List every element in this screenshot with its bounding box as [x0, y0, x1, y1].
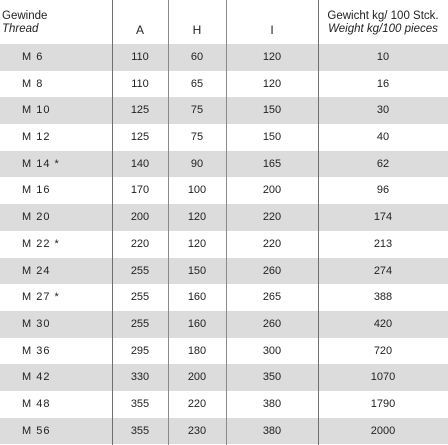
- thread-cell: M 14 *: [22, 157, 60, 170]
- table-row: [0, 231, 448, 258]
- thread-cell: M 42: [22, 371, 51, 384]
- column-divider: [226, 0, 227, 445]
- a-cell: 170: [130, 184, 150, 197]
- weight-cell: 16: [376, 77, 390, 90]
- thread-cell: M 48: [22, 397, 51, 410]
- column-divider: [318, 0, 319, 445]
- weight-cell: 720: [373, 344, 393, 357]
- a-cell: 110: [131, 51, 149, 63]
- table-body: [0, 44, 448, 444]
- a-cell: 125: [130, 104, 150, 117]
- thread-cell: M 36: [22, 344, 51, 357]
- thread-cell: M 16: [22, 184, 51, 197]
- weight-cell: 388: [373, 291, 393, 304]
- h-cell: 220: [187, 397, 207, 410]
- thread-cell: M 27 *: [22, 291, 60, 304]
- header-a: A: [135, 23, 144, 37]
- i-cell: 220: [262, 237, 282, 250]
- header-thread: [2, 10, 47, 36]
- a-cell: 125: [130, 131, 150, 144]
- i-cell: 265: [262, 291, 282, 304]
- a-cell: 295: [130, 344, 150, 357]
- table-row: [0, 151, 448, 178]
- thread-cell: M 20: [22, 211, 51, 224]
- weight-cell: 10: [376, 51, 390, 63]
- h-cell: 150: [187, 264, 207, 277]
- i-cell: 380: [262, 397, 282, 410]
- header-weight-en: Weight kg/100 pieces: [328, 23, 438, 35]
- thread-cell: M 24: [22, 264, 51, 277]
- column-divider: [168, 0, 169, 445]
- a-cell: 355: [130, 424, 150, 437]
- i-cell: 165: [262, 157, 282, 170]
- h-cell: 60: [190, 51, 204, 63]
- weight-cell: 40: [376, 131, 390, 144]
- i-cell: 300: [262, 344, 282, 357]
- table-row: [0, 364, 448, 391]
- weight-cell: 420: [373, 317, 393, 330]
- h-cell: 180: [187, 344, 207, 357]
- thread-cell: M 6: [22, 51, 44, 63]
- table-row: [0, 177, 448, 204]
- thread-cell: M 10: [22, 104, 51, 117]
- thread-cell: M 8: [22, 77, 44, 90]
- table-row: [0, 124, 448, 151]
- table-row: [0, 391, 448, 418]
- weight-cell: 213: [373, 237, 393, 250]
- a-cell: 355: [130, 397, 150, 410]
- i-cell: 120: [262, 77, 282, 90]
- weight-cell: 1070: [370, 371, 396, 384]
- header-thread-en: Thread: [2, 23, 39, 35]
- h-cell: 65: [190, 77, 204, 90]
- i-cell: 260: [262, 317, 282, 330]
- header-weight: [318, 10, 448, 36]
- table-row: [0, 204, 448, 231]
- h-cell: 160: [187, 291, 207, 304]
- weight-cell: 1790: [370, 397, 396, 410]
- thread-cell: M 22 *: [22, 237, 60, 250]
- a-cell: 255: [130, 291, 150, 304]
- a-cell: 110: [131, 77, 149, 90]
- a-cell: 255: [130, 264, 150, 277]
- h-cell: 230: [187, 424, 207, 437]
- header-i: I: [270, 23, 274, 37]
- column-divider: [112, 0, 113, 445]
- i-cell: 120: [262, 51, 282, 63]
- table-row: [0, 284, 448, 311]
- i-cell: 220: [262, 211, 282, 224]
- header-thread-de: Gewinde: [2, 10, 48, 22]
- weight-cell: 174: [373, 211, 393, 224]
- table-header: [0, 0, 448, 44]
- a-cell: 330: [130, 371, 150, 384]
- h-cell: 90: [190, 157, 204, 170]
- i-cell: 150: [262, 131, 282, 144]
- weight-cell: 274: [373, 264, 393, 277]
- h-cell: 75: [190, 131, 204, 144]
- thread-cell: M 12: [22, 131, 51, 144]
- a-cell: 220: [130, 237, 150, 250]
- weight-cell: 30: [376, 104, 390, 117]
- i-cell: 200: [262, 184, 282, 197]
- i-cell: 380: [262, 424, 282, 437]
- table-row: [0, 71, 448, 98]
- table-row: [0, 44, 448, 71]
- h-cell: 120: [187, 237, 207, 250]
- a-cell: 140: [130, 157, 150, 170]
- weight-cell: 2000: [370, 424, 396, 437]
- table-row: [0, 258, 448, 285]
- thread-cell: M 56: [22, 424, 51, 437]
- h-cell: 120: [187, 211, 207, 224]
- h-cell: 160: [187, 317, 207, 330]
- h-cell: 100: [187, 184, 207, 197]
- table-row: [0, 311, 448, 338]
- i-cell: 350: [262, 371, 282, 384]
- header-h: H: [192, 23, 202, 37]
- weight-cell: 96: [376, 184, 390, 197]
- i-cell: 150: [262, 104, 282, 117]
- thread-cell: M 30: [22, 317, 51, 330]
- header-weight-de: Gewicht kg/ 100 Stck.: [327, 10, 439, 22]
- a-cell: 200: [130, 211, 150, 224]
- h-cell: 200: [187, 371, 207, 384]
- weight-cell: 62: [376, 157, 390, 170]
- table-row: [0, 97, 448, 124]
- h-cell: 75: [190, 104, 204, 117]
- i-cell: 260: [262, 264, 282, 277]
- table-row: [0, 338, 448, 365]
- table-row: [0, 418, 448, 445]
- a-cell: 255: [130, 317, 150, 330]
